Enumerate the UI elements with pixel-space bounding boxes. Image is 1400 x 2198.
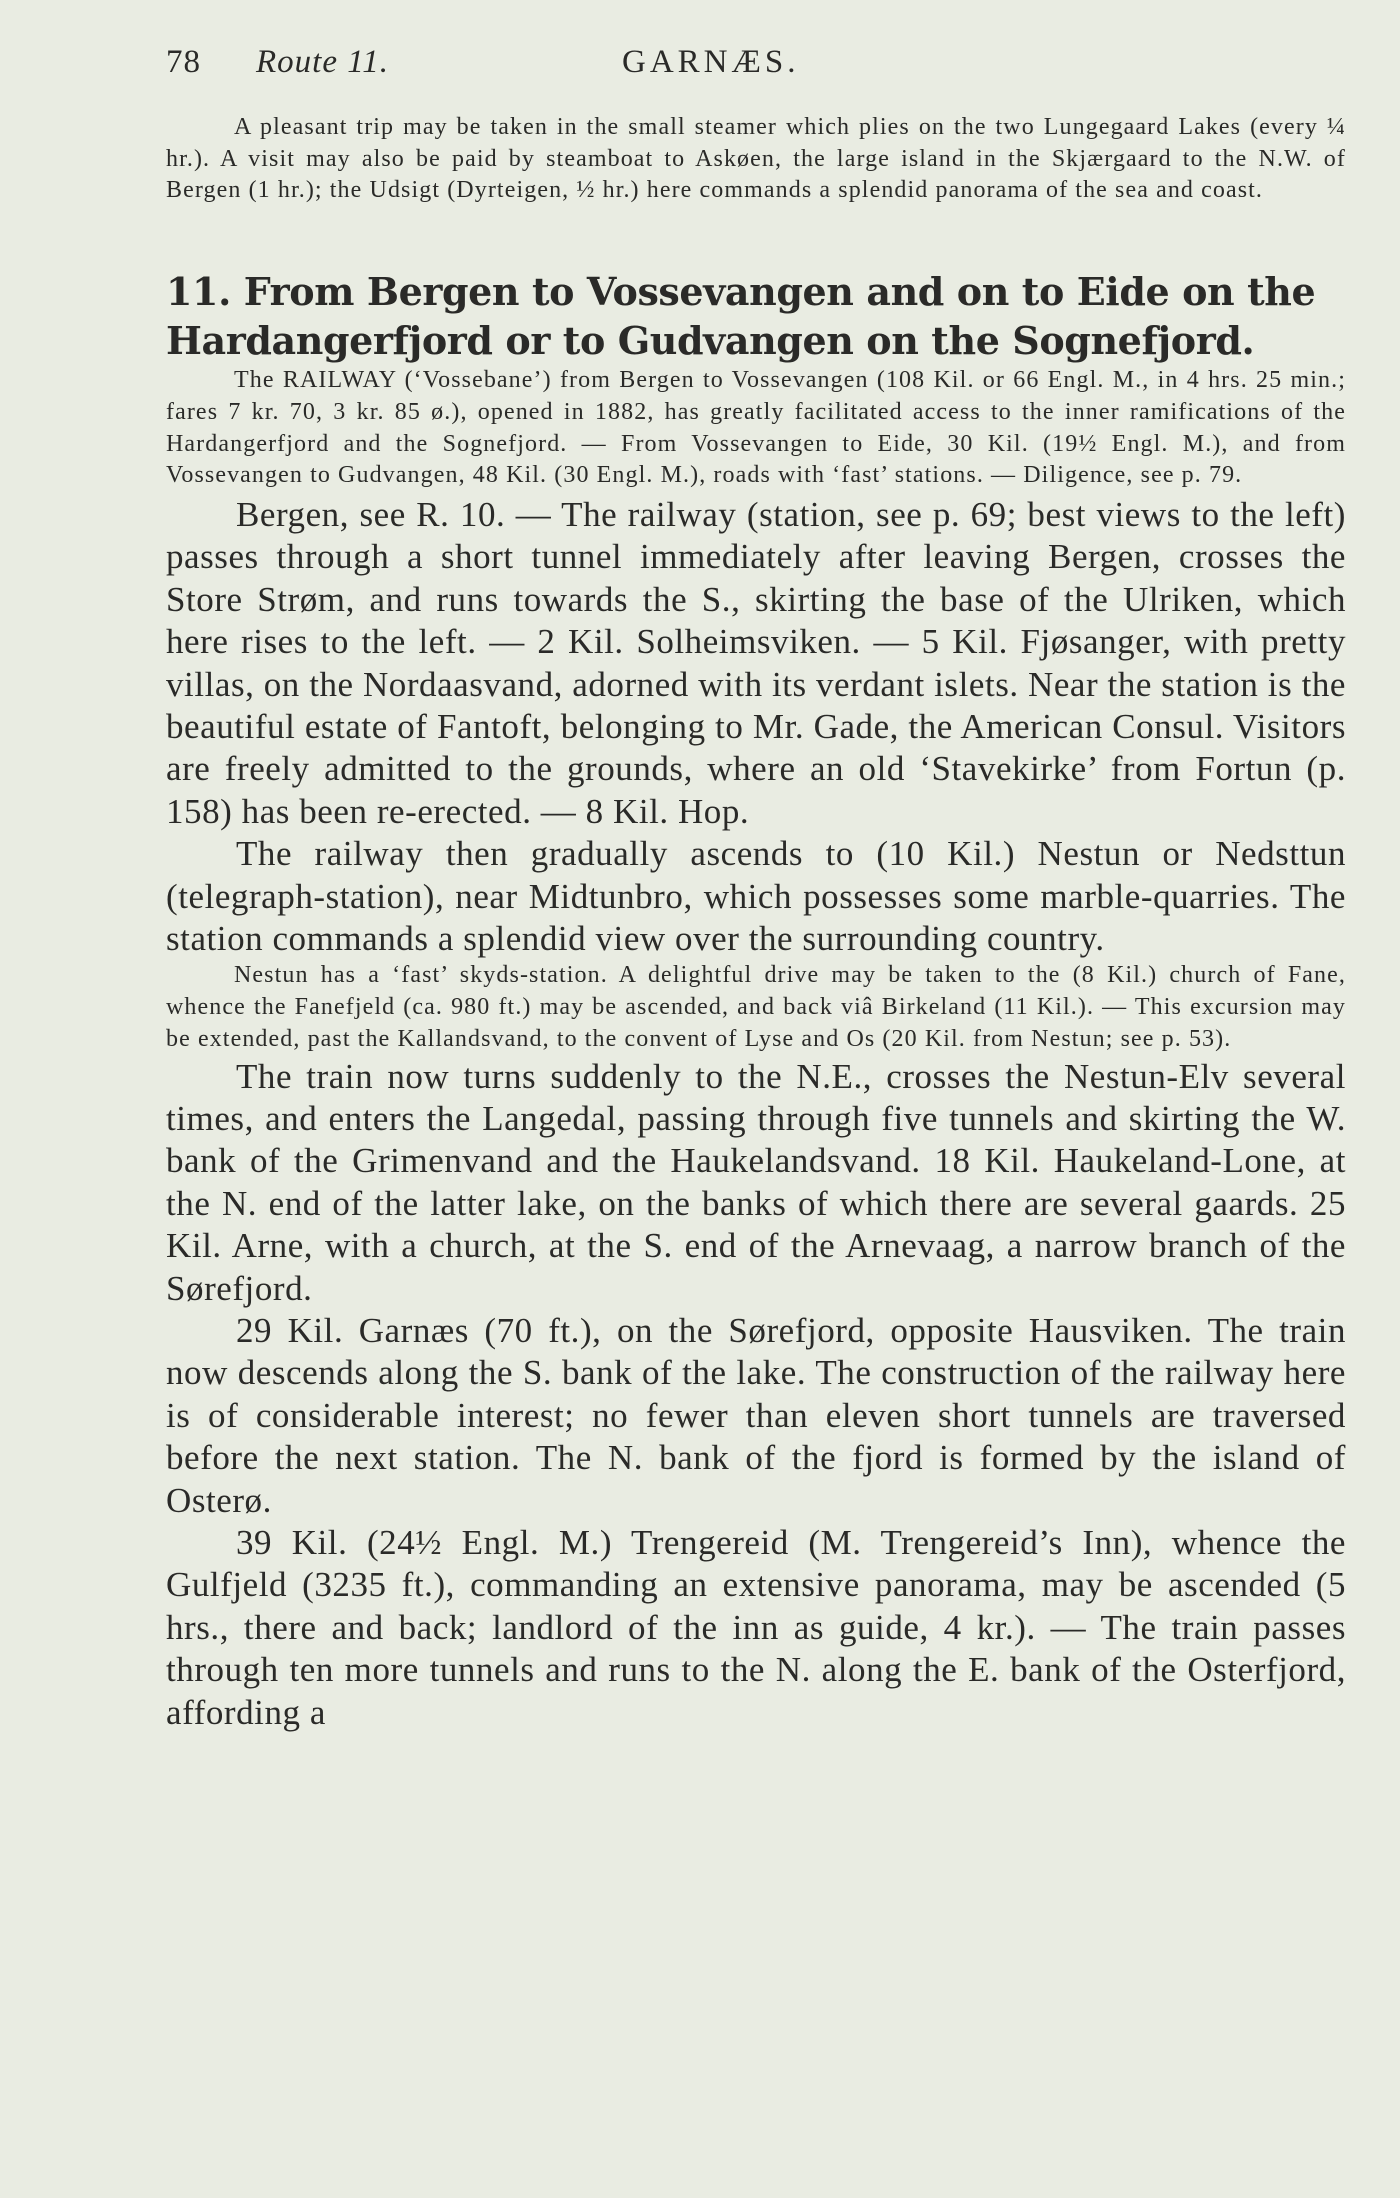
body-paragraph-langedal: The train now turns suddenly to the N.E., crosses the Nestun-Elv several times, and enters the Langedal, passing through five tunnels and skirting the W. bank of the Grimenvand and the Haukelandsvand. 18 Kil. Haukeland-Lone, at the N. end of the latter lake, on the banks of which there are several gaards. 25 Kil. Arne, with a church, at the S. end of the Arnevaag, a narrow branch of the Sørefjord. [166, 1056, 1346, 1308]
section-heading-line-1: 11. From Bergen to Vossevangen and on to Eide on the [166, 269, 1316, 315]
page-number: 78 [166, 44, 201, 80]
note-paragraph-nestun: Nestun has a ‘fast’ skyds-station. A delightful drive may be taken to the (8 Kil.) church of Fane, whence the Fanefjeld (ca. 980 ft.) may be ascended, and back viâ Birkeland (11 Kil.). — This excursion may be extended, past the Kallandsvand, to the convent of Lyse and Os (20 Kil. from Nestun; see p. 53). [166, 962, 1346, 1052]
place-title: GARNÆS. [622, 44, 800, 80]
body-paragraph-trengereid: 39 Kil. (24½ Engl. M.) Trengereid (M. Trengereid’s Inn), whence the Gulfjeld (3235 ft.), commanding an extensive panorama, may be ascended (5 hrs., there and back; landlord of the inn as guide, 4 kr.). — The train passes through ten more tunnels and runs to the N. along the E. bank of the Osterfjord, affording a [166, 1522, 1346, 1732]
section-heading-line-2: Hardangerfjord or to Gudvangen on the Sognefjord. [166, 318, 1255, 364]
body-paragraph-garnaes: 29 Kil. Garnæs (70 ft.), on the Sørefjord, opposite Hausviken. The train now descends along the S. bank of the lake. The construction of the railway here is of considerable interest; no fewer than eleven short tunnels are traversed before the next station. The N. bank of the fjord is formed by the island of Osterø. [166, 1310, 1346, 1520]
intro-paragraph: A pleasant trip may be taken in the small steamer which plies on the two Lungegaard Lakes (every ¼ hr.). A visit may also be paid by steamboat to Askøen, the large island in the Skjærgaard to the N.W. of Bergen (1 hr.); the Udsigt (Dyrteigen, ½ hr.) here commands a splendid panorama of the sea and coast. [166, 114, 1346, 204]
running-header [166, 44, 1346, 96]
body-paragraph-bergen: Bergen, see R. 10. — The railway (station, see p. 69; best views to the left) passes through a short tunnel immediately after leaving Bergen, crosses the Store Strøm, and runs towards the S., skirting the base of the Ulriken, which here rises to the left. — 2 Kil. Solheimsviken. — 5 Kil. Fjøsanger, with pretty villas, on the Nordaasvand, adorned with its verdant islets. Near the station is the beautiful estate of Fantoft, belonging to Mr. Gade, the American Consul. Visitors are freely admitted to the grounds, where an old ‘Stavekirke’ from Fortun (p. 158) has been re-erected. — 8 Kil. Hop. [166, 494, 1346, 831]
route-label: Route 11. [256, 44, 390, 80]
section-heading [166, 267, 1346, 365]
body-paragraph-nestun: The railway then gradually ascends to (10 Kil.) Nestun or Nedsttun (telegraph-station), near Midtunbro, which possesses some marble-quarries. The station commands a splendid view over the surrounding country. [166, 834, 1346, 958]
railway-summary-paragraph: The RAILWAY (‘Vossebane’) from Bergen to Vossevangen (108 Kil. or 66 Engl. M., in 4 hrs. 25 min.; fares 7 kr. 70, 3 kr. 85 ø.), opened in 1882, has greatly facilitated access to the inner ramifications of the Hardangerfjord and the Sognefjord. — From Vossevangen to Eide, 30 Kil. (19½ Engl. M.), and from Vossevangen to Gudvangen, 48 Kil. (30 Engl. M.), roads with ‘fast’ stations. — Diligence, see p. 79. [166, 367, 1346, 489]
